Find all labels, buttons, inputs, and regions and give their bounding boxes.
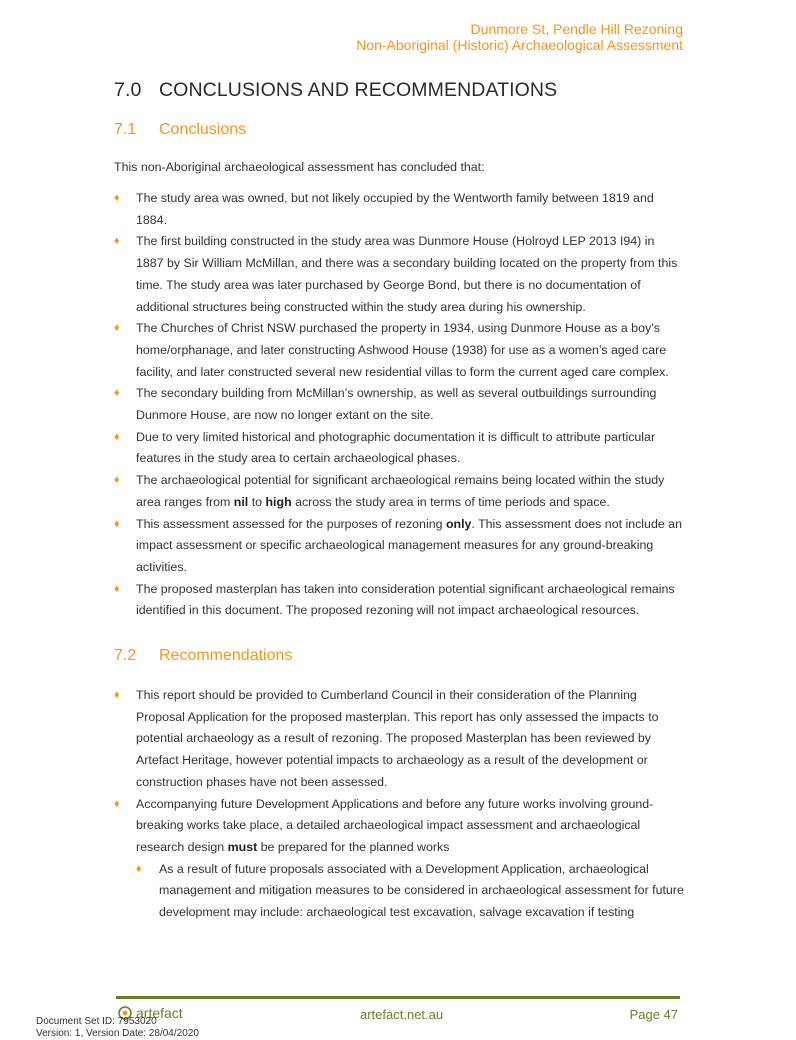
conclusions-title: Conclusions: [159, 121, 247, 138]
list-item: ♦ This report should be provided to Cumberland Council in their consideration of the Planning Proposal Application for the proposed masterplan. This report has only assessed the impacts to potential archaeology as a result of rezoning. The proposed Masterplan has been reviewed by Artefact Heritage, however potential impacts to archaeology as a result of the development or construction phases have not been assessed.: [114, 685, 684, 794]
bullet-icon: ♦: [114, 322, 120, 335]
footer-divider: [116, 996, 680, 999]
section-number: 7.0: [114, 79, 142, 101]
bullet-icon: ♦: [114, 689, 120, 701]
recommendations-list: [114, 685, 684, 924]
conclusions-number: 7.1: [114, 121, 137, 138]
list-item: ♦ The first building constructed in the study area was Dunmore House (Holroyd LEP 2013 I94) in 1887 by Sir William McMillan, and there was a secondary building located on the property from this time. The study area was later purchased by George Bond, but there is no documentation of additional structures being constructed within the study area during his ownership.: [114, 231, 684, 318]
bullet-icon: ♦: [114, 582, 120, 595]
conclusions-intro: This non-Aboriginal archaeological assessment has concluded that:: [114, 160, 485, 174]
running-header: [356, 21, 683, 53]
section-heading: [114, 79, 557, 102]
bullet-icon: ♦: [114, 474, 120, 487]
section-title: CONCLUSIONS AND RECOMMENDATIONS: [159, 79, 558, 101]
conclusions-heading: [114, 121, 246, 139]
list-item: ♦ Due to very limited historical and photographic documentation it is difficult to attribute particular features in the study area to certain archaeological phases.: [114, 427, 684, 470]
bullet-icon: ♦: [114, 797, 120, 810]
sub-list-item: ♦ As a result of future proposals associated with a Development Application, archaeological management and mitigation measures to be considered in archaeological assessment for future development may include: archaeological test excavation, salvage excavation if testing: [136, 859, 684, 924]
bullet-icon: ♦: [114, 387, 120, 400]
footer-url: artefact.net.au: [360, 1007, 444, 1022]
list-item: ♦ The archaeological potential for significant archaeological remains being located within the study area ranges from nil to high across the study area in terms of time periods and space.: [114, 470, 684, 513]
conclusions-list: [114, 188, 684, 622]
header-subtitle: Non-Aboriginal (Historic) Archaeological Assessment: [356, 37, 683, 53]
bullet-icon: ♦: [114, 192, 120, 204]
bullet-icon: ♦: [136, 862, 142, 875]
list-item: ♦ The proposed masterplan has taken into consideration potential significant archaeological remains identified in this document. The proposed rezoning will not impact archaeological resources.: [114, 579, 684, 622]
version-info: Version: 1, Version Date: 28/04/2020: [36, 1028, 199, 1039]
recommendations-title: Recommendations: [159, 647, 293, 664]
list-item: ♦ This assessment assessed for the purposes of rezoning only. This assessment does not include an impact assessment or specific archaeological management measures for any ground-breaking activities.: [114, 514, 684, 579]
bullet-icon: ♦: [114, 517, 120, 530]
sub-list: [136, 859, 684, 924]
list-item: ♦ The study area was owned, but not likely occupied by the Wentworth family between 1819 and 1884.: [114, 188, 684, 231]
page-number: Page 47: [629, 1007, 678, 1022]
document-id: [36, 1016, 199, 1040]
document-set-id: Document Set ID: 7953020: [36, 1016, 157, 1027]
list-item: ♦ The Churches of Christ NSW purchased the property in 1934, using Dunmore House as a boy’s home/orphanage, and later constructing Ashwood House (1938) for use as a women’s aged care facility, and later constructed several new residential villas to form the current aged care complex.: [114, 318, 684, 383]
list-item: ♦ Accompanying future Development Applications and before any future works involving ground-breaking works take place, a detailed archaeological impact assessment and archaeological research design must be prepared for the planned works ♦ As a result of future proposals associated with a Development Application, archaeological management and mitigation measures to be considered in archaeological assessment for future development may include: archaeological test excavation, salvage excavation if testing: [114, 794, 684, 924]
recommendations-number: 7.2: [114, 647, 137, 664]
bullet-icon: ♦: [114, 235, 120, 248]
recommendations-heading: [114, 647, 292, 665]
header-title: Dunmore St, Pendle Hill Rezoning: [470, 21, 683, 37]
list-item: ♦ The secondary building from McMillan’s ownership, as well as several outbuildings surrounding Dunmore House, are now no longer extant on the site.: [114, 383, 684, 426]
logo-text: artefact: [136, 1005, 183, 1021]
bullet-icon: ♦: [114, 430, 120, 443]
